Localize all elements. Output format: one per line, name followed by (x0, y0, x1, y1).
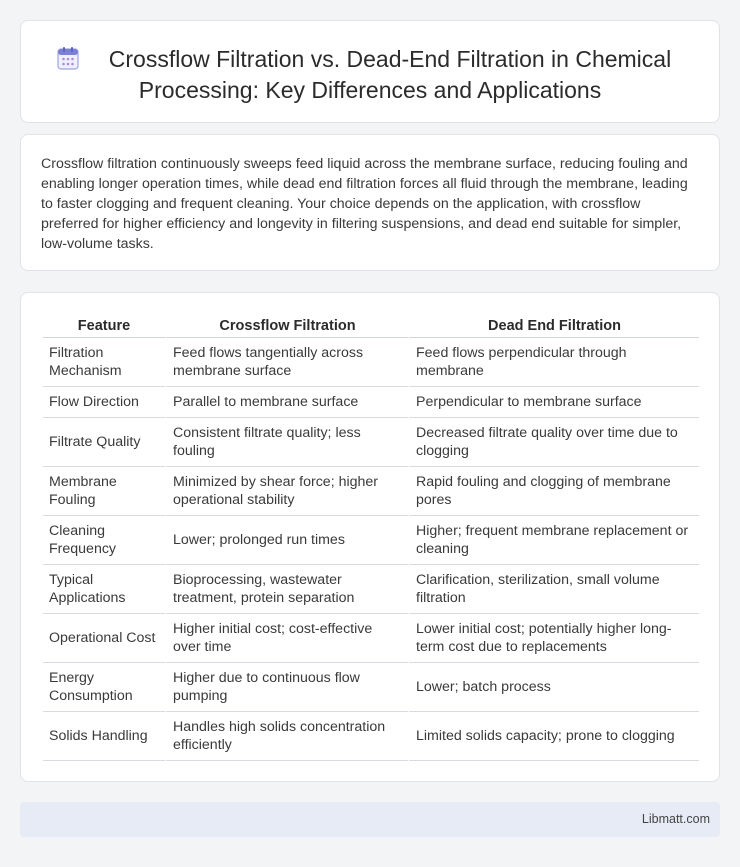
feature-cell: Operational Cost (43, 614, 165, 663)
dead-end-cell: Clarification, sterilization, small volume filtration (408, 565, 699, 614)
table-row (43, 712, 699, 761)
crossflow-cell: Feed flows tangentially across membrane surface (165, 338, 408, 387)
feature-cell: Filtrate Quality (43, 418, 165, 467)
page-title: Crossflow Filtration vs. Dead-End Filtration in Chemical Processing: Key Differences and Applications (108, 46, 672, 103)
feature-cell: Filtration Mechanism (43, 338, 165, 387)
dead-end-cell: Limited solids capacity; prone to clogging (408, 712, 699, 761)
dead-end-cell: Lower initial cost; potentially higher long-term cost due to replacements (408, 614, 699, 663)
dead-end-cell: Higher; frequent membrane replacement or cleaning (408, 516, 699, 565)
crossflow-cell: Higher initial cost; cost-effective over time (165, 614, 408, 663)
header-crossflow: Crossflow Filtration (165, 313, 408, 338)
footer-brand-link[interactable]: Libmatt.com (641, 812, 710, 826)
table-row (43, 614, 699, 663)
crossflow-cell: Minimized by shear force; higher operational stability (165, 467, 408, 516)
table-row (43, 338, 699, 387)
dead-end-cell: Decreased filtrate quality over time due to clogging (408, 418, 699, 467)
table-row (43, 516, 699, 565)
table-row (43, 663, 699, 712)
crossflow-cell: Handles high solids concentration efficiently (165, 712, 408, 761)
feature-cell: Cleaning Frequency (43, 516, 165, 565)
footer (20, 802, 720, 837)
comparison-table (43, 313, 699, 761)
crossflow-cell: Parallel to membrane surface (165, 387, 408, 418)
feature-cell: Flow Direction (43, 387, 165, 418)
crossflow-cell: Lower; prolonged run times (165, 516, 408, 565)
summary-text: Crossflow filtration continuously sweeps feed liquid across the membrane surface, reducing fouling and enabling longer operation times, while dead end filtration forces all fluid through the membrane, leading to faster clogging and frequent cleaning. Your choice depends on the application, with crossflow preferred for higher efficiency and longevity in filtering suspensions, and dead end suitable for simpler, low-volume tasks. (41, 156, 688, 252)
crossflow-cell: Bioprocessing, wastewater treatment, protein separation (165, 565, 408, 614)
feature-cell: Membrane Fouling (43, 467, 165, 516)
header-feature: Feature (43, 313, 165, 338)
feature-cell: Energy Consumption (43, 663, 165, 712)
table-row (43, 418, 699, 467)
dead-end-cell: Feed flows perpendicular through membrane (408, 338, 699, 387)
table-row (43, 565, 699, 614)
dead-end-cell: Rapid fouling and clogging of membrane pores (408, 467, 699, 516)
table-header-row (43, 313, 699, 338)
header-dead-end: Dead End Filtration (408, 313, 699, 338)
feature-cell: Typical Applications (43, 565, 165, 614)
crossflow-cell: Higher due to continuous flow pumping (165, 663, 408, 712)
summary-card (20, 134, 720, 271)
comparison-table-card (20, 292, 720, 782)
dead-end-cell: Lower; batch process (408, 663, 699, 712)
feature-cell: Solids Handling (43, 712, 165, 761)
table-row (43, 467, 699, 516)
table-row (43, 387, 699, 418)
crossflow-cell: Consistent filtrate quality; less fouling (165, 418, 408, 467)
title-card (20, 20, 720, 123)
dead-end-cell: Perpendicular to membrane surface (408, 387, 699, 418)
